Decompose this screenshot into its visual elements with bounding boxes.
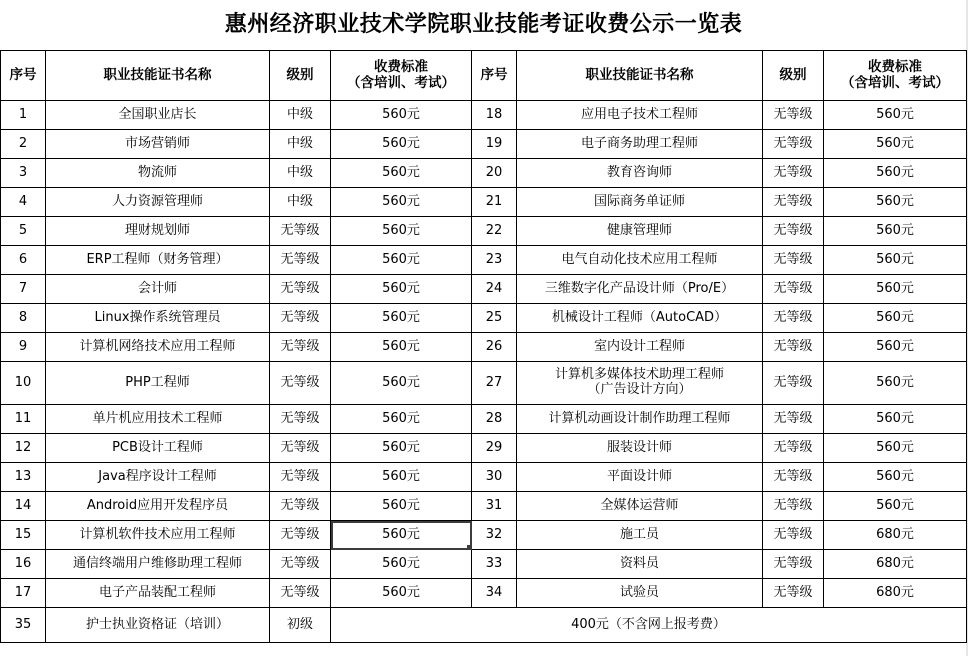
- cell-fee[interactable]: 560元: [824, 101, 967, 130]
- cell-level[interactable]: 无等级: [763, 492, 824, 521]
- cell-level[interactable]: 无等级: [763, 434, 824, 463]
- table-row: [1, 159, 967, 188]
- table-row: [1, 405, 967, 434]
- cell-fee[interactable]: 560元: [331, 434, 472, 463]
- cell-cert-name[interactable]: 市场营销师: [46, 130, 270, 159]
- cell-cert-name[interactable]: 全国职业店长: [46, 101, 270, 130]
- table-row: [1, 521, 967, 550]
- cell-fee[interactable]: 560元: [824, 362, 967, 405]
- cell-seq[interactable]: 5: [1, 217, 46, 246]
- table-row: [1, 217, 967, 246]
- cell-seq[interactable]: 34: [472, 579, 517, 608]
- cell-level[interactable]: 无等级: [270, 463, 331, 492]
- cell-level[interactable]: 无等级: [763, 550, 824, 579]
- cell-seq[interactable]: 7: [1, 275, 46, 304]
- cell-cert-name[interactable]: 会计师: [46, 275, 270, 304]
- cell-level[interactable]: 无等级: [763, 101, 824, 130]
- cert-name-line1: 计算机多媒体技术助理工程师: [554, 367, 724, 383]
- cell-level[interactable]: 无等级: [270, 246, 331, 275]
- cell-cert-name[interactable]: 国际商务单证师: [517, 188, 763, 217]
- header-fee-right[interactable]: [824, 51, 967, 101]
- cell-level[interactable]: 无等级: [270, 333, 331, 362]
- header-fee-left[interactable]: [331, 51, 472, 101]
- cell-cert-name[interactable]: [517, 362, 763, 405]
- header-fee-line1: 收费标准: [374, 58, 428, 75]
- header-fee-line1: 收费标准: [868, 58, 922, 75]
- cell-level[interactable]: 中级: [270, 101, 331, 130]
- cell-seq[interactable]: 35: [1, 608, 46, 643]
- cell-level[interactable]: 无等级: [270, 492, 331, 521]
- cell-cert-name[interactable]: 机械设计工程师（AutoCAD）: [517, 304, 763, 333]
- cell-fee[interactable]: 560元: [824, 463, 967, 492]
- cell-level[interactable]: 无等级: [763, 521, 824, 550]
- cell-seq[interactable]: 23: [472, 246, 517, 275]
- cell-cert-name[interactable]: 试验员: [517, 579, 763, 608]
- cell-cert-name[interactable]: 计算机网络技术应用工程师: [46, 333, 270, 362]
- cell-fee[interactable]: 560元: [331, 101, 472, 130]
- cell-fee[interactable]: 560元: [824, 434, 967, 463]
- cell-fee[interactable]: 560元: [331, 521, 472, 550]
- header-name-right[interactable]: 职业技能证书名称: [517, 51, 763, 101]
- cell-fee[interactable]: 560元: [824, 217, 967, 246]
- cell-cert-name[interactable]: 单片机应用技术工程师: [46, 405, 270, 434]
- cell-cert-name[interactable]: 室内设计工程师: [517, 333, 763, 362]
- cell-seq[interactable]: 4: [1, 188, 46, 217]
- cell-fee[interactable]: 560元: [824, 275, 967, 304]
- cell-fee[interactable]: 560元: [331, 130, 472, 159]
- cell-fee[interactable]: 560元: [331, 217, 472, 246]
- table-row: [1, 130, 967, 159]
- cell-seq[interactable]: 27: [472, 362, 517, 405]
- cell-level[interactable]: 无等级: [763, 188, 824, 217]
- table-row: [1, 463, 967, 492]
- cell-seq[interactable]: 6: [1, 246, 46, 275]
- cell-level[interactable]: 无等级: [763, 246, 824, 275]
- cell-cert-name[interactable]: Linux操作系统管理员: [46, 304, 270, 333]
- cell-cert-name[interactable]: PCB设计工程师: [46, 434, 270, 463]
- cell-seq[interactable]: 14: [1, 492, 46, 521]
- cell-fee[interactable]: 560元: [331, 333, 472, 362]
- cell-level[interactable]: 无等级: [763, 159, 824, 188]
- cell-level[interactable]: 无等级: [763, 304, 824, 333]
- cell-level[interactable]: 无等级: [270, 405, 331, 434]
- cell-fee[interactable]: 560元: [824, 405, 967, 434]
- cell-cert-name[interactable]: 施工员: [517, 521, 763, 550]
- cell-seq[interactable]: 8: [1, 304, 46, 333]
- cell-fee[interactable]: 560元: [331, 159, 472, 188]
- cell-seq[interactable]: 2: [1, 130, 46, 159]
- cell-cert-name[interactable]: 理财规划师: [46, 217, 270, 246]
- cell-fee[interactable]: 560元: [824, 333, 967, 362]
- cell-fee[interactable]: 560元: [824, 159, 967, 188]
- cell-cert-name[interactable]: PHP工程师: [46, 362, 270, 405]
- cell-cert-name[interactable]: 健康管理师: [517, 217, 763, 246]
- cell-seq[interactable]: 3: [1, 159, 46, 188]
- cell-level[interactable]: 无等级: [763, 130, 824, 159]
- cell-level[interactable]: 无等级: [763, 463, 824, 492]
- cell-cert-name[interactable]: Android应用开发程序员: [46, 492, 270, 521]
- cell-level[interactable]: 无等级: [270, 275, 331, 304]
- cell-fee[interactable]: 560元: [331, 275, 472, 304]
- cell-cert-name[interactable]: 电子商务助理工程师: [517, 130, 763, 159]
- cell-seq[interactable]: 19: [472, 130, 517, 159]
- cell-fee[interactable]: 560元: [331, 492, 472, 521]
- cell-fee-merged[interactable]: 400元（不含网上报考费）: [331, 608, 967, 643]
- cell-level[interactable]: 无等级: [763, 275, 824, 304]
- cell-fee[interactable]: 560元: [824, 130, 967, 159]
- table-row: [1, 304, 967, 333]
- cell-seq[interactable]: 24: [472, 275, 517, 304]
- cell-cert-name[interactable]: Java程序设计工程师: [46, 463, 270, 492]
- header-level-left[interactable]: 级别: [270, 51, 331, 101]
- cell-seq[interactable]: 10: [1, 362, 46, 405]
- cell-level[interactable]: 无等级: [270, 217, 331, 246]
- table-row: [1, 275, 967, 304]
- cell-seq[interactable]: 12: [1, 434, 46, 463]
- cell-cert-name[interactable]: 三维数字化产品设计师（Pro/E）: [517, 275, 763, 304]
- cell-level[interactable]: 无等级: [270, 304, 331, 333]
- cell-cert-name[interactable]: 资料员: [517, 550, 763, 579]
- cell-level[interactable]: 无等级: [763, 217, 824, 246]
- table-row: [1, 188, 967, 217]
- cell-level[interactable]: 无等级: [763, 579, 824, 608]
- table-row: [1, 333, 967, 362]
- cell-cert-name[interactable]: 全媒体运营师: [517, 492, 763, 521]
- cell-seq[interactable]: 17: [1, 579, 46, 608]
- cell-seq[interactable]: 31: [472, 492, 517, 521]
- table-row: [1, 362, 967, 405]
- header-level-right[interactable]: 级别: [763, 51, 824, 101]
- cell-cert-name[interactable]: 应用电子技术工程师: [517, 101, 763, 130]
- cell-cert-name[interactable]: 计算机软件技术应用工程师: [46, 521, 270, 550]
- cert-name-line2: （广告设计方向）: [587, 382, 692, 397]
- cell-seq[interactable]: 11: [1, 405, 46, 434]
- cell-level[interactable]: 无等级: [270, 434, 331, 463]
- table-row: [1, 492, 967, 521]
- cell-level[interactable]: 无等级: [270, 550, 331, 579]
- cell-fee[interactable]: 560元: [824, 246, 967, 275]
- header-seq-right[interactable]: 序号: [472, 51, 517, 101]
- cell-fee[interactable]: 560元: [331, 463, 472, 492]
- cell-fee[interactable]: 560元: [331, 362, 472, 405]
- cell-seq[interactable]: 1: [1, 101, 46, 130]
- table-row: [1, 434, 967, 463]
- cell-seq[interactable]: 9: [1, 333, 46, 362]
- cell-cert-name[interactable]: 电气自动化技术应用工程师: [517, 246, 763, 275]
- cell-seq[interactable]: 26: [472, 333, 517, 362]
- cell-fee[interactable]: 560元: [331, 550, 472, 579]
- cell-cert-name[interactable]: 物流师: [46, 159, 270, 188]
- cell-seq[interactable]: 20: [472, 159, 517, 188]
- cell-fee[interactable]: 560元: [331, 188, 472, 217]
- cell-seq[interactable]: 32: [472, 521, 517, 550]
- cell-level[interactable]: 无等级: [763, 362, 824, 405]
- cell-seq[interactable]: 29: [472, 434, 517, 463]
- header-fee-line2: （含培训、考试）: [841, 74, 949, 91]
- cell-seq[interactable]: 21: [472, 188, 517, 217]
- cell-level[interactable]: 无等级: [270, 521, 331, 550]
- cell-cert-name[interactable]: 计算机动画设计制作助理工程师: [517, 405, 763, 434]
- cell-seq[interactable]: 25: [472, 304, 517, 333]
- cell-seq[interactable]: 28: [472, 405, 517, 434]
- cell-fee[interactable]: 680元: [824, 579, 967, 608]
- cell-seq[interactable]: 13: [1, 463, 46, 492]
- cell-level[interactable]: 中级: [270, 130, 331, 159]
- cell-fee[interactable]: 560元: [824, 304, 967, 333]
- cell-cert-name[interactable]: 电子产品装配工程师: [46, 579, 270, 608]
- cell-seq[interactable]: 16: [1, 550, 46, 579]
- cell-seq[interactable]: 18: [472, 101, 517, 130]
- cell-fee[interactable]: 560元: [331, 304, 472, 333]
- page-title[interactable]: 惠州经济职业技术学院职业技能考证收费公示一览表: [1, 0, 967, 51]
- cell-cert-name[interactable]: 服装设计师: [517, 434, 763, 463]
- cell-fee[interactable]: 560元: [824, 188, 967, 217]
- table-row: [1, 550, 967, 579]
- cell-cert-name[interactable]: 通信终端用户维修助理工程师: [46, 550, 270, 579]
- cell-level[interactable]: 无等级: [763, 405, 824, 434]
- cell-fee[interactable]: 560元: [331, 579, 472, 608]
- cell-level[interactable]: 初级: [270, 608, 331, 643]
- header-fee-line2: （含培训、考试）: [347, 74, 455, 91]
- cell-level[interactable]: 中级: [270, 159, 331, 188]
- cell-cert-name[interactable]: 人力资源管理师: [46, 188, 270, 217]
- header-name-left[interactable]: 职业技能证书名称: [46, 51, 270, 101]
- header-seq-left[interactable]: 序号: [1, 51, 46, 101]
- cell-cert-name[interactable]: 护士执业资格证（培训）: [46, 608, 270, 643]
- cell-fee[interactable]: 680元: [824, 550, 967, 579]
- cell-seq[interactable]: 30: [472, 463, 517, 492]
- cell-level[interactable]: 中级: [270, 188, 331, 217]
- table-row: [1, 101, 967, 130]
- cell-fee[interactable]: 560元: [331, 405, 472, 434]
- cell-seq[interactable]: 22: [472, 217, 517, 246]
- cell-level[interactable]: 无等级: [763, 333, 824, 362]
- cell-level[interactable]: 无等级: [270, 579, 331, 608]
- cell-fee[interactable]: 560元: [824, 492, 967, 521]
- cell-seq[interactable]: 15: [1, 521, 46, 550]
- cell-seq[interactable]: 33: [472, 550, 517, 579]
- cell-cert-name[interactable]: ERP工程师（财务管理）: [46, 246, 270, 275]
- table-row: [1, 579, 967, 608]
- cell-level[interactable]: 无等级: [270, 362, 331, 405]
- table-row: [1, 246, 967, 275]
- cell-cert-name[interactable]: 平面设计师: [517, 463, 763, 492]
- cell-fee[interactable]: 680元: [824, 521, 967, 550]
- cell-fee[interactable]: 560元: [331, 246, 472, 275]
- cell-cert-name[interactable]: 教育咨询师: [517, 159, 763, 188]
- table-row: [1, 608, 967, 643]
